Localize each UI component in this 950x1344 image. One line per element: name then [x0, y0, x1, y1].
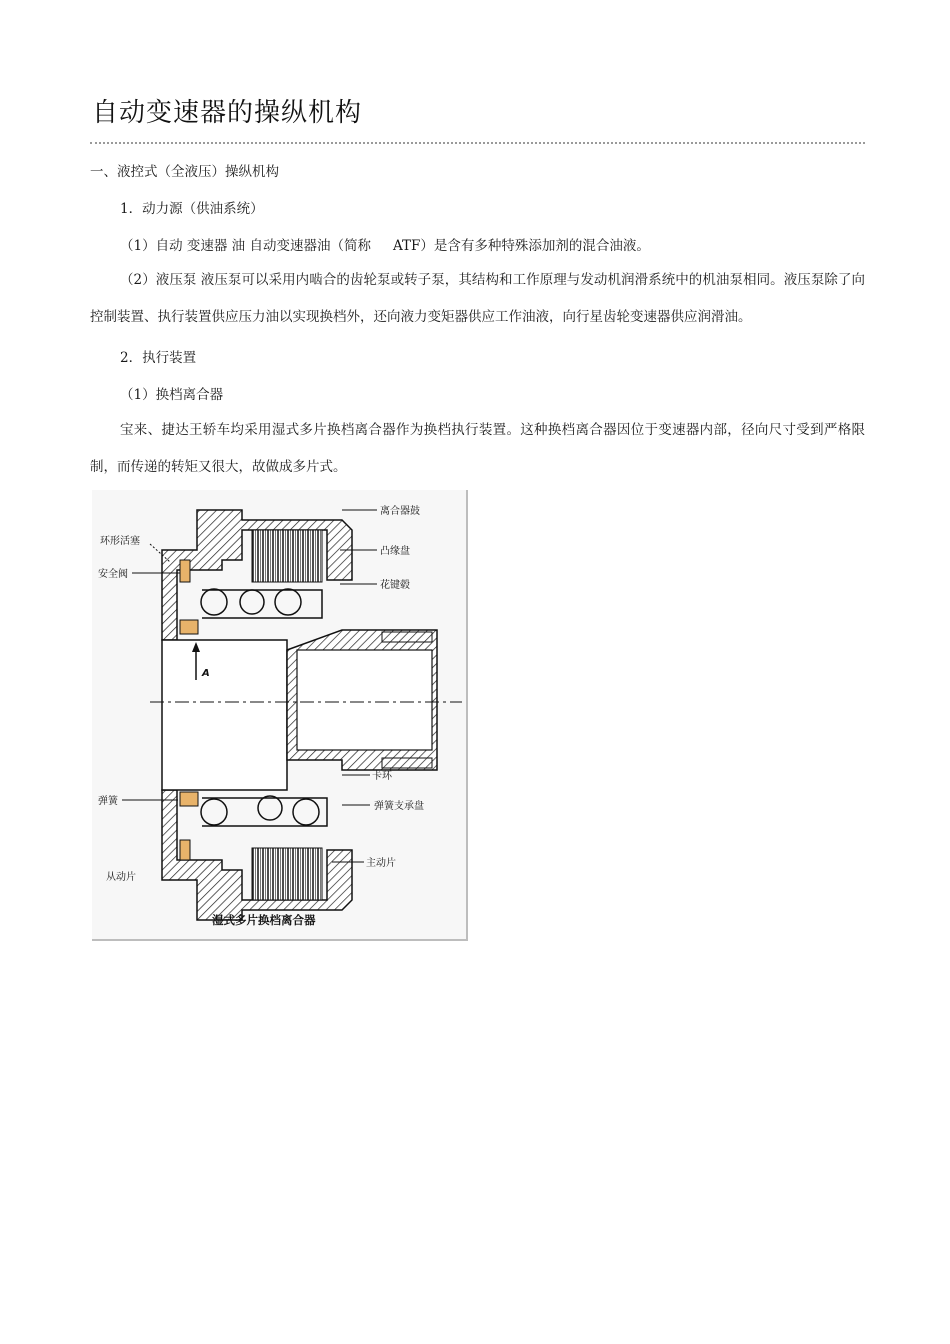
plate-pack-lower [252, 848, 322, 900]
piston-upper-a [180, 560, 190, 582]
label-annular-piston: 环形活塞 [100, 536, 140, 547]
piston-lower-b [180, 840, 190, 860]
piston-upper-b [180, 620, 198, 634]
label-clutch-drum: 离合器鼓 [380, 506, 420, 517]
label-driving-plate: 主动片 [366, 858, 396, 869]
label-flange: 凸缘盘 [380, 546, 410, 557]
item-atf [120, 234, 650, 254]
plate-pack-upper [252, 530, 322, 582]
output-shaft-bore [297, 650, 432, 750]
item-atf-part2: ATF）是含有多种特殊添加剂的混合油液。 [392, 238, 650, 254]
arrow-a-label: A [202, 668, 210, 679]
label-spring: 弹簧 [98, 796, 118, 807]
springs-lower [201, 796, 327, 826]
clutch-description: 宝来、捷达王轿车均采用湿式多片换档离合器作为换档执行装置。这种换档离合器因位于变速器内部，径向尺寸受到严格限制，而传递的转矩又很大，故做成多片式。 [90, 422, 865, 475]
item-hydraulic-pump: （2）液压泵 液压泵可以采用内啮合的齿轮泵或转子泵，其结构和工作原理与发动机润滑系统中的机油泵相同。液压泵除了向控制装置、执行装置供应压力油以实现换档外，还向液力变矩器供应工作油液，向行星齿轮变速器供应润滑油。 [90, 272, 865, 325]
item-atf-part1: （1）自动 变速器 油 自动变速器油（简称 [120, 238, 371, 254]
subsection-power-source: 1．动力源（供油系统） [120, 201, 264, 217]
label-spline-hub: 花键毂 [380, 580, 410, 591]
clutch-diagram [92, 490, 468, 941]
spline-top [382, 632, 432, 642]
page-title: 自动变速器的操纵机构 [92, 98, 363, 128]
spline-bottom [382, 758, 432, 768]
label-safety-valve: 安全阀 [98, 569, 128, 580]
item-shift-clutch: （1）换档离合器 [120, 387, 224, 403]
label-snap-ring: 卡环 [372, 771, 392, 782]
inner-shaft [162, 640, 287, 790]
piston-lower-a [180, 792, 198, 806]
springs-upper [201, 589, 322, 618]
clutch-drawing [92, 490, 466, 939]
label-driven-plate: 从动片 [106, 872, 136, 883]
subsection-actuator: 2．执行装置 [120, 350, 197, 366]
figure-caption: 湿式多片换档离合器 [212, 913, 316, 927]
title-divider [90, 142, 865, 144]
label-spring-seat: 弹簧支承盘 [374, 801, 424, 812]
section-heading: 一、液控式（全液压）操纵机构 [90, 164, 279, 180]
